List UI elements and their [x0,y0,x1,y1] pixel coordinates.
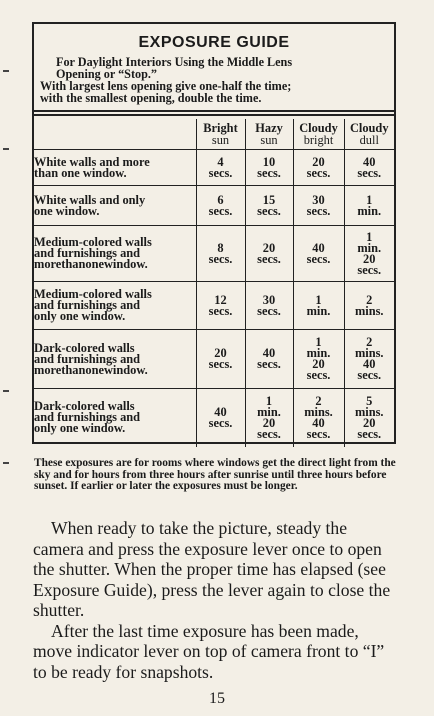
table-row [34,389,394,447]
table-cell: 40 secs. [245,330,293,389]
page-edge-marks [0,0,14,716]
guide-title: EXPOSURE GUIDE [138,34,290,51]
edge-mark [3,148,9,150]
table-cell: 1 min. [344,186,394,226]
table-cell: 12 secs. [196,282,245,330]
column-header: Cloudy dull [344,119,394,150]
divider [34,114,394,116]
intro-line: Opening or “Stop.” [56,67,158,81]
row-label: White walls and only one window. [34,186,196,226]
table-row [34,150,394,186]
exposure-note: These exposures are for rooms where windows get the direct light from the sky and for hours from three hours after sunrise until three hours before sunset. If earlier or later the exposures must be longer. [34,457,396,492]
table-cell: 2 mins. 40 secs. [344,330,394,389]
table-cell: 5 mins. 20 secs. [344,389,394,447]
intro-line: with the smallest opening, double the time. [40,91,262,105]
page-number: 15 [209,690,225,707]
table-cell: 1 min. 20 secs. [293,330,344,389]
instructions [33,518,401,682]
table-cell: 40 secs. [293,226,344,282]
row-label-header [34,119,196,150]
row-label: Dark-colored walls and furnishings and only one window. [34,389,196,447]
row-label: White walls and more than one window. [34,150,196,186]
row-label: Dark-colored walls and furnishings and morethanonewindow. [34,330,196,389]
table-cell: 4 secs. [196,150,245,186]
exposure-guide-box [32,22,396,444]
table-row [34,226,394,282]
table-cell: 30 secs. [293,186,344,226]
edge-mark [3,70,9,72]
column-header: Bright sun [196,119,245,150]
table-cell: 1 min. 20 secs. [344,226,394,282]
table-cell: 1 min. 20 secs. [245,389,293,447]
edge-mark [3,462,9,464]
table-cell: 10 secs. [245,150,293,186]
table-cell: 30 secs. [245,282,293,330]
row-label: Medium-colored walls and furnishings and only one window. [34,282,196,330]
table-cell: 2 mins. 40 secs. [293,389,344,447]
table-cell: 20 secs. [293,150,344,186]
row-label: Medium-colored walls and furnishings and morethanonewindow. [34,226,196,282]
table-cell: 8 secs. [196,226,245,282]
guide-intro [40,55,388,105]
table-cell: 1 min. [293,282,344,330]
table-row [34,330,394,389]
column-header: Cloudy bright [293,119,344,150]
table-cell: 6 secs. [196,186,245,226]
column-header: Hazy sun [245,119,293,150]
divider [34,110,394,112]
paragraph: When ready to take the picture, steady the camera and press the exposure lever once to open the shutter. When the proper time has elapsed (see Exposure Guide), press the lever again to close the shutter. [33,518,391,620]
table-cell: 20 secs. [196,330,245,389]
table-cell: 15 secs. [245,186,293,226]
table-cell: 40 secs. [344,150,394,186]
table-header-row [34,119,394,150]
table-cell: 20 secs. [245,226,293,282]
table-cell: 40 secs. [196,389,245,447]
edge-mark [3,390,9,392]
paragraph: After the last time exposure has been made, move indicator lever on top of camera front to “I” to be ready for snapshots. [33,620,385,682]
intro-line: With largest lens opening give one-half the time; [40,79,292,93]
table-cell: 2 mins. [344,282,394,330]
table-row [34,282,394,330]
intro-line: For Daylight Interiors Using the Middle Lens [56,55,293,69]
table-row [34,186,394,226]
exposure-table [34,119,394,447]
